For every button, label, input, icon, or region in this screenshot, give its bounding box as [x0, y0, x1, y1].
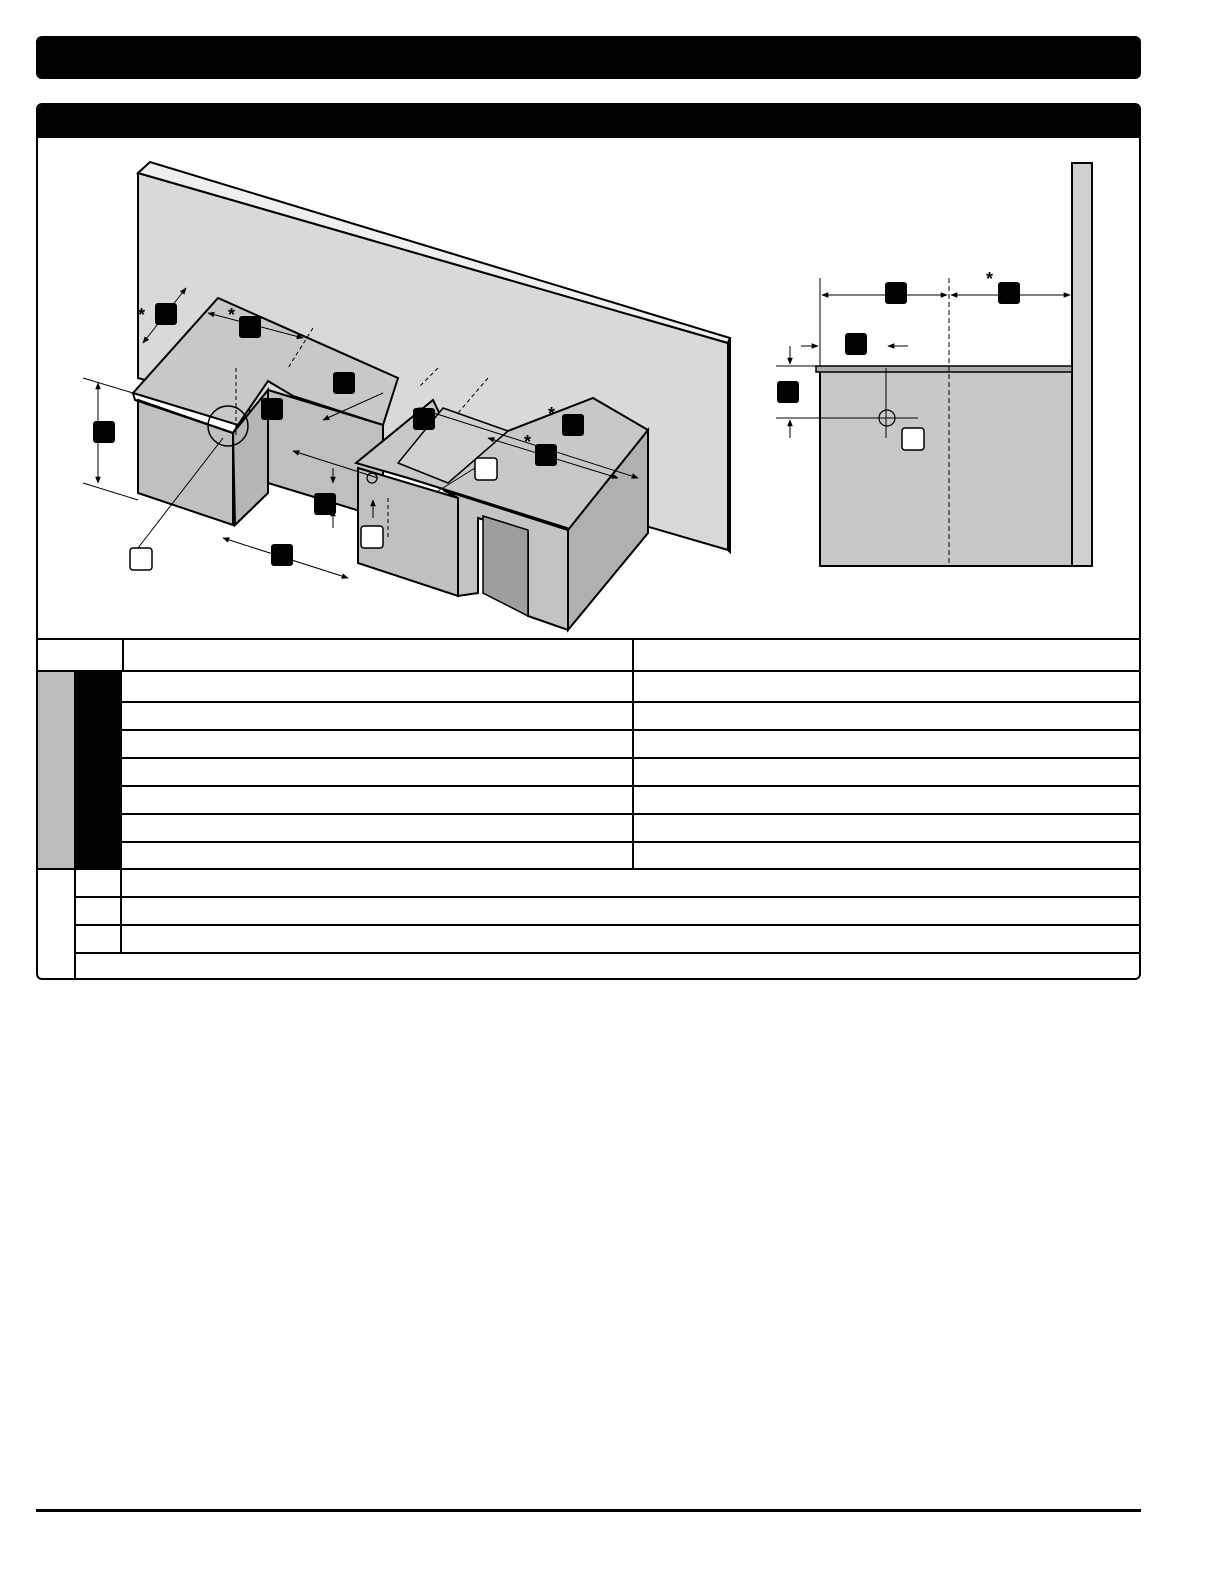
callout-badge — [239, 316, 261, 338]
table-key-column — [74, 672, 122, 870]
callout-badge — [562, 414, 584, 436]
side-counter-body — [820, 370, 1072, 566]
table-row — [122, 703, 1139, 731]
callout-badge — [261, 398, 283, 420]
table-row — [122, 815, 1139, 843]
asterisk-2: * — [228, 305, 236, 325]
note-key — [76, 926, 120, 952]
callout-badge — [271, 544, 293, 566]
footnote-text — [76, 954, 1139, 980]
note-key — [76, 870, 120, 896]
table-cell — [122, 759, 632, 785]
table-row — [122, 731, 1139, 759]
note-text — [122, 898, 1139, 924]
table-cell — [122, 703, 632, 729]
table-group-marker — [38, 672, 74, 870]
table-footnote — [76, 954, 1139, 980]
callout-badge — [535, 444, 557, 466]
callout-badge — [93, 421, 115, 443]
table-header — [38, 638, 1139, 672]
table-cell — [632, 672, 1139, 701]
table-cell — [632, 703, 1139, 729]
right-counter-recess — [483, 516, 528, 616]
note-text — [122, 926, 1139, 952]
side-counter-top — [816, 366, 1072, 372]
footer-rule — [36, 1509, 1141, 1512]
callout-badge-outline — [475, 458, 497, 480]
table-cell — [632, 843, 1139, 868]
asterisk-3: * — [548, 404, 556, 424]
table-header-key — [38, 640, 122, 670]
table-cell — [632, 731, 1139, 757]
diagram-svg — [38, 138, 1139, 638]
table-cell — [122, 787, 632, 813]
table-header-col2 — [632, 640, 1139, 670]
table-cell — [122, 815, 632, 841]
callout-badge — [314, 493, 336, 515]
table-row — [122, 843, 1139, 870]
callout-badge-outline — [361, 526, 383, 548]
table-cell — [122, 672, 632, 701]
asterisk-5: * — [986, 269, 994, 289]
callout-badge — [777, 381, 799, 403]
callout-badge — [845, 333, 867, 355]
callout-badge-outline — [130, 548, 152, 570]
callout-badge — [998, 282, 1020, 304]
asterisk-4: * — [524, 432, 532, 452]
diagram-panel — [36, 103, 1141, 980]
callout-badge — [155, 303, 177, 325]
callout-badge — [333, 372, 355, 394]
note-row — [76, 898, 1139, 926]
asterisk-1: * — [138, 305, 146, 325]
table-cell — [122, 731, 632, 757]
note-row — [76, 870, 1139, 898]
side-wall — [1072, 163, 1092, 566]
table-cell — [632, 787, 1139, 813]
callout-badge-outline — [902, 428, 924, 450]
table-cell — [632, 815, 1139, 841]
note-text — [122, 870, 1139, 896]
countertop-diagram — [38, 138, 1139, 638]
table-row — [122, 759, 1139, 787]
table-row — [122, 787, 1139, 815]
table-header-col1 — [122, 640, 632, 670]
page-header-bar — [36, 36, 1141, 79]
callout-badge — [413, 408, 435, 430]
table-row — [122, 672, 1139, 703]
panel-header — [38, 105, 1139, 138]
note-row — [76, 926, 1139, 954]
callout-badge — [885, 282, 907, 304]
wall-side-edge — [728, 338, 730, 552]
table-cell — [632, 759, 1139, 785]
table-cell — [122, 843, 632, 868]
note-key — [76, 898, 120, 924]
